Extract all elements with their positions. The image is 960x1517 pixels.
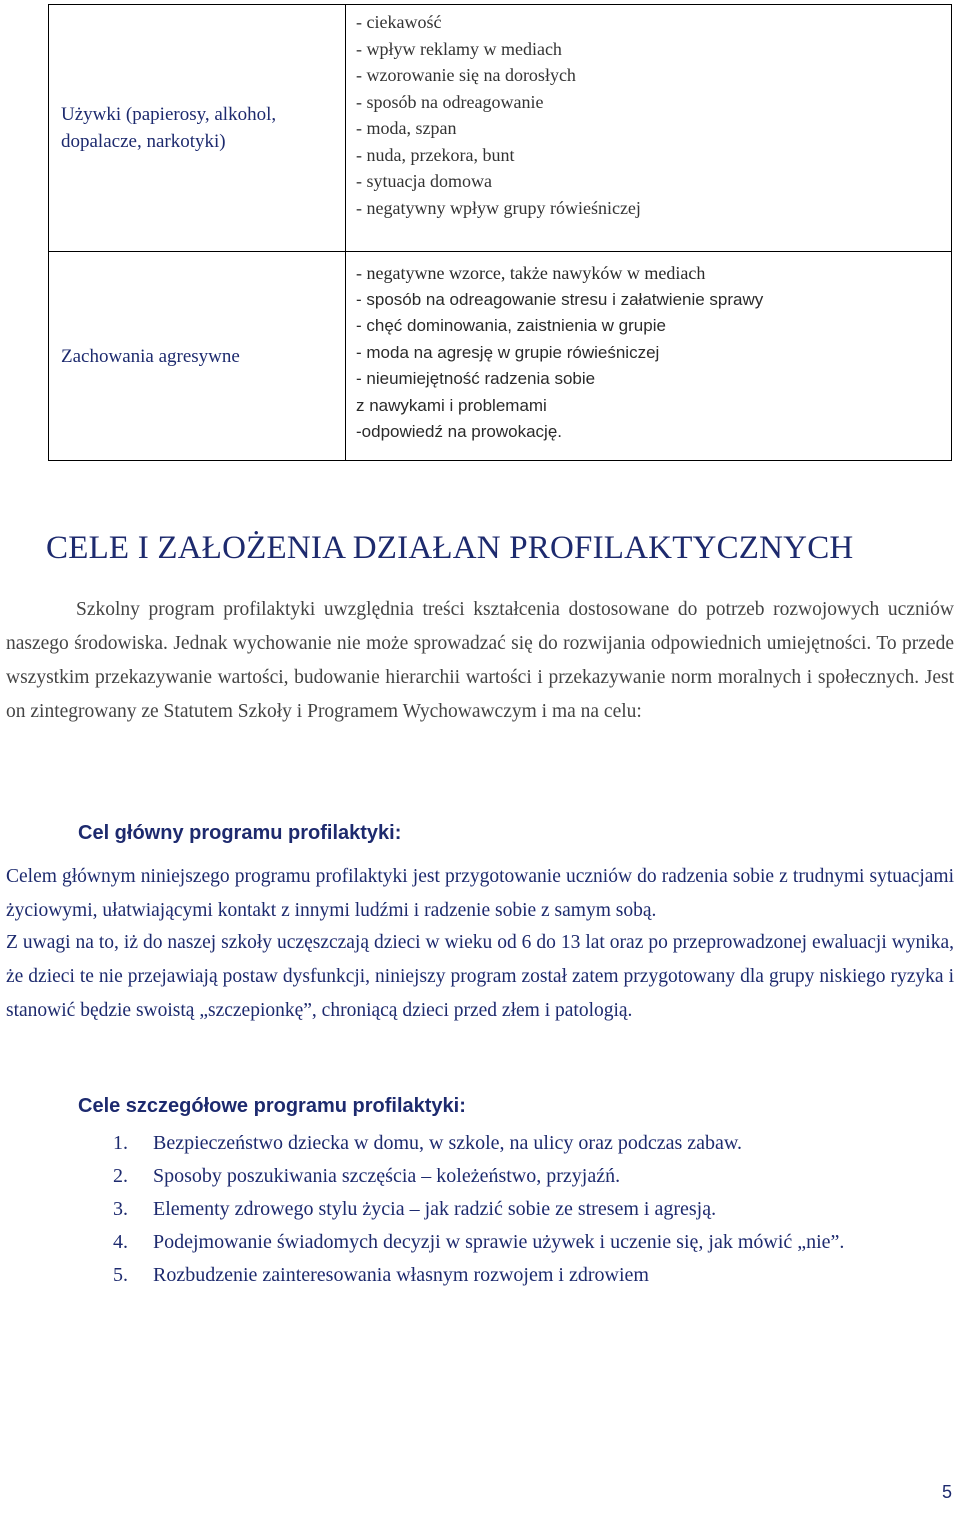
list-item: - nieumiejętność radzenia sobie bbox=[356, 369, 596, 388]
list-item-text: Podejmowanie świadomych decyzji w sprawie używek i uczenie się, jak mówić „nie”. bbox=[153, 1231, 845, 1253]
list-item: - sytuacja domowa bbox=[356, 171, 492, 191]
list-number: 2. bbox=[113, 1165, 128, 1187]
list-number: 3. bbox=[113, 1198, 128, 1220]
list-number: 1. bbox=[113, 1132, 128, 1154]
list-item: - negatywny wpływ grupy rówieśniczej bbox=[356, 197, 641, 218]
list-number: 5. bbox=[113, 1264, 128, 1286]
intro-paragraph bbox=[6, 593, 954, 729]
table-row bbox=[49, 5, 952, 252]
list-item: - moda na agresję w grupie rówieśniczej bbox=[356, 342, 660, 362]
list-item: z nawykami i problemami bbox=[356, 395, 547, 415]
list-item: - sposób na odreagowanie stresu i załatwienie sprawy bbox=[356, 289, 764, 309]
table-row bbox=[49, 252, 952, 461]
specific-goals-heading: Cele szczegółowe programu profilaktyki: bbox=[78, 1095, 466, 1117]
page-number: 5 bbox=[941, 1482, 952, 1502]
list-item bbox=[113, 1226, 955, 1259]
specific-goals-list bbox=[113, 1127, 955, 1292]
list-item: - wzorowanie się na dorosłych bbox=[356, 65, 576, 85]
list-item: -odpowiedź na prowokację. bbox=[356, 422, 563, 441]
list-item bbox=[113, 1127, 955, 1160]
list-number: 4. bbox=[113, 1231, 128, 1253]
intro-text: Szkolny program profilaktyki uwzględnia treści kształcenia dostosowane do potrzeb rozwojowych uczniów naszego środowiska. Jednak wychowanie nie może sprowadzać się do rozwijania odpowiednich umiejętności. To przede wszystkim przekazywanie wartości, budowanie hierarchii wartości i przekazywanie norm moralnych i społecznych. Jest on zintegrowany ze Statutem Szkoły i Programem Wychowawczym i ma na celu: bbox=[6, 599, 954, 722]
main-goal-paragraph: Celem głównym niniejszego programu profilaktyki jest przygotowanie uczniów do radzenia sobie z trudnymi sytuacjami życiowymi, ułatwiającymi kontakt z innymi ludźmi i radzenie sobie z samym sobą. bbox=[6, 866, 954, 921]
risk-factors-table bbox=[48, 4, 952, 461]
list-item-text: Sposoby poszukiwania szczęścia – koleżeństwo, przyjaźń. bbox=[153, 1165, 621, 1187]
list-item: - wpływ reklamy w mediach bbox=[356, 38, 562, 59]
table-row-items bbox=[346, 252, 952, 461]
list-item: - sposób na odreagowanie bbox=[356, 91, 544, 112]
list-item: - chęć dominowania, zaistnienia w grupie bbox=[356, 316, 666, 335]
list-item: - nuda, przekora, bunt bbox=[356, 144, 515, 165]
table-row-label: Używki (papierosy, alkohol, dopalacze, narkotyki) bbox=[49, 5, 346, 252]
list-item: - moda, szpan bbox=[356, 118, 457, 138]
table-row-label: Zachowania agresywne bbox=[49, 252, 346, 461]
list-item bbox=[113, 1259, 955, 1292]
list-item: - negatywne wzorce, także nawyków w mediach bbox=[356, 263, 706, 283]
list-item-text: Bezpieczeństwo dziecka w domu, w szkole, na ulicy oraz podczas zabaw. bbox=[153, 1132, 743, 1154]
list-item: - ciekawość bbox=[356, 12, 442, 32]
list-item-text: Elementy zdrowego stylu życia – jak radzić sobie ze stresem i agresją. bbox=[153, 1198, 717, 1220]
list-item bbox=[113, 1160, 955, 1193]
section-title: CELE I ZAŁOŻENIA DZIAŁAN PROFILAKTYCZNYCH bbox=[46, 530, 854, 566]
main-goal-heading: Cel główny programu profilaktyki: bbox=[78, 822, 402, 844]
main-goal-paragraph-2: Z uwagi na to, iż do naszej szkoły uczęszczają dzieci w wieku od 6 do 13 lat oraz po przeprowadzonej ewaluacji wynika, że dzieci te nie przejawiają postaw dysfunkcji, niniejszy program został zatem przygotowany dla grupy niskiego ryzyka i stanowić będzie swoistą „szczepionkę”, chroniącą dzieci przed złem i patologią. bbox=[6, 932, 954, 1021]
table-row-items bbox=[346, 5, 952, 252]
list-item-text: Rozbudzenie zainteresowania własnym rozwojem i zdrowiem bbox=[153, 1264, 649, 1286]
list-item bbox=[113, 1193, 955, 1226]
